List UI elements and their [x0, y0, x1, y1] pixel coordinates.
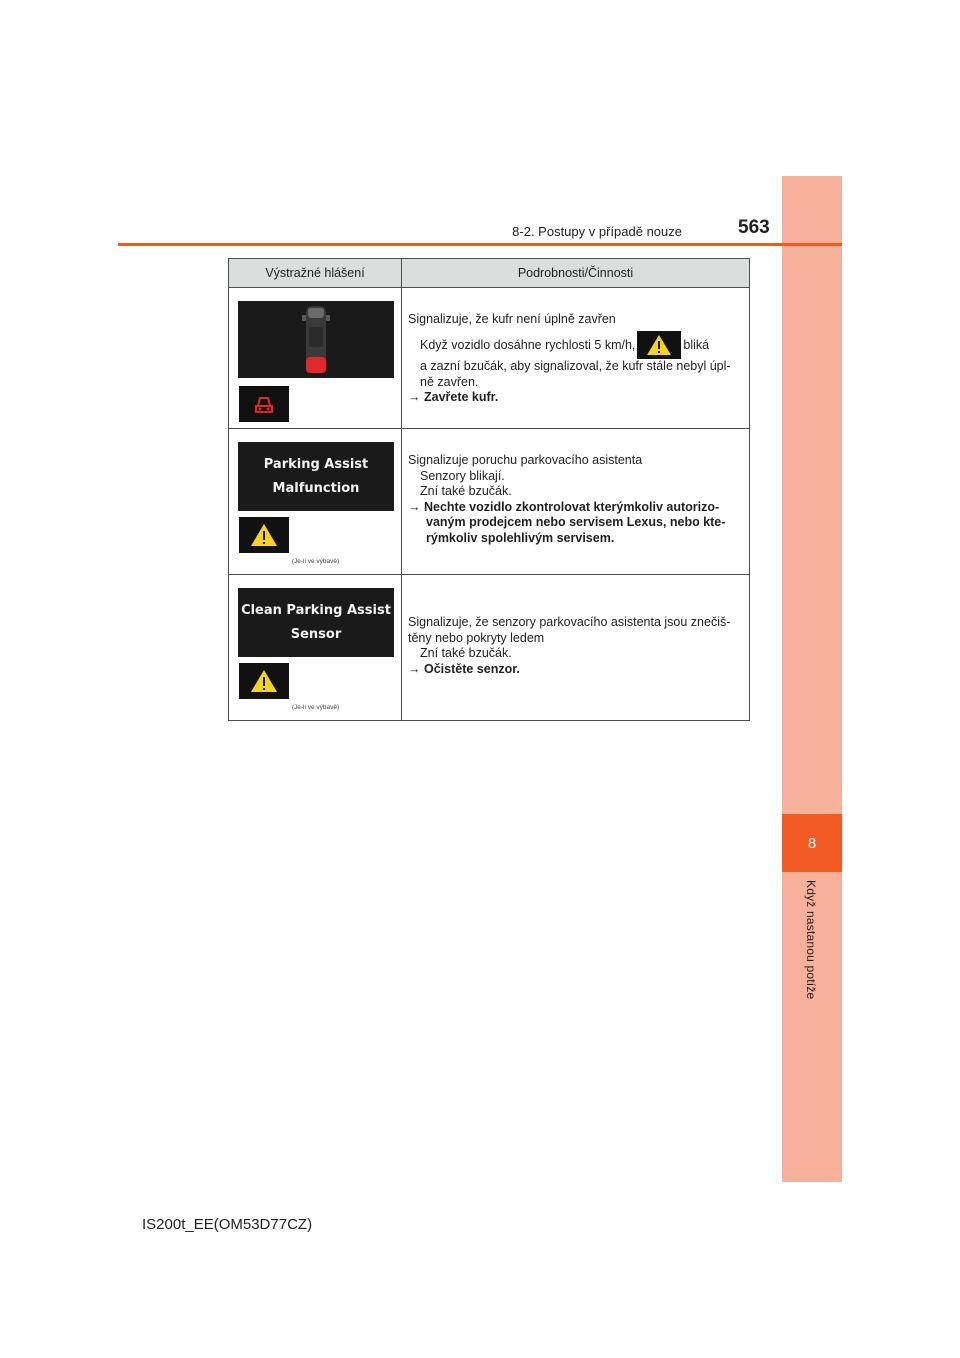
trunk-display — [238, 301, 394, 378]
table-row — [229, 288, 750, 429]
display-text-line1: Parking Assist — [263, 457, 369, 472]
row1-line1: Signalizuje, že kufr není úplně zavřen — [408, 312, 616, 326]
arrow-icon: → — [408, 499, 421, 514]
option-note: (Je-li ve výbavě) — [291, 704, 340, 711]
row2-line2: Senzory blikají. — [420, 468, 505, 483]
parking-assist-malfunction-display — [238, 442, 394, 511]
col-header-message: Výstražné hlášení — [229, 259, 402, 288]
warning-table — [228, 258, 750, 721]
details-cell — [402, 288, 750, 429]
arrow-icon: → — [408, 661, 421, 676]
details-cell — [402, 429, 750, 575]
row3-line3: Zní také bzučák. — [420, 646, 512, 660]
section-title: 8-2. Postupy v případě nouze — [512, 224, 682, 239]
page-number: 563 — [738, 217, 770, 238]
row1-action — [408, 390, 745, 406]
table-row — [229, 429, 750, 575]
row1-line4: ně zavřen. — [420, 374, 479, 389]
table-header-row — [229, 259, 750, 288]
row3-line1: Signalizuje, že senzory parkovacího asistenta jsou znečiš- — [408, 615, 731, 629]
display-text-line1: Clean Parking Assist — [241, 603, 391, 618]
display-text-line2: Sensor — [290, 627, 342, 642]
row2-action3: rýmkoliv spolehlivým servisem. — [426, 530, 615, 545]
doc-code: IS200t_EE(OM53D77CZ) — [142, 1216, 313, 1233]
message-cell — [229, 429, 402, 575]
display-text-line2: Malfunction — [272, 481, 360, 496]
row1-line2 — [408, 331, 745, 360]
arrow-icon: → — [408, 390, 421, 405]
row1-line3: a zazní bzučák, aby signalizoval, že kufr stále nebyl úpl- — [420, 359, 731, 374]
row1-line2-post: bliká — [683, 337, 710, 352]
row1-action-text: Zavřete kufr. — [423, 390, 499, 405]
message-cell — [229, 288, 402, 429]
row3-line2: těny nebo pokryty ledem — [408, 630, 545, 645]
option-note: (Je-li ve výbavě) — [291, 558, 340, 565]
row2-line3: Zní také bzučák. — [420, 484, 512, 498]
trunk-open-icon — [239, 386, 289, 422]
car-top-view-icon — [238, 301, 394, 378]
warning-triangle-icon — [239, 517, 289, 553]
row3-action-text: Očistěte senzor. — [423, 661, 520, 676]
message-cell — [229, 575, 402, 721]
warning-triangle-icon — [637, 331, 681, 359]
chapter-label-wrap — [782, 880, 842, 1040]
row1-line2-pre: Když vozidlo dosáhne rychlosti 5 km/h, — [420, 337, 636, 352]
clean-parking-assist-sensor-display — [238, 588, 394, 657]
row2-action1-text: Nechte vozidlo zkontrolovat kterýmkoliv autorizo- — [423, 499, 720, 514]
row2-line1: Signalizuje poruchu parkovacího asistenta — [408, 453, 643, 467]
row2-action2: vaným prodejcem nebo servisem Lexus, nebo kte- — [426, 515, 726, 529]
header-rule — [118, 243, 842, 246]
chapter-number: 8 — [782, 814, 842, 872]
details-cell — [402, 575, 750, 721]
warning-triangle-icon — [239, 663, 289, 699]
table-row — [229, 575, 750, 721]
chapter-label: Když nastanou potíže — [804, 880, 818, 1000]
row3-action — [408, 662, 745, 678]
row2-action1 — [408, 500, 745, 516]
col-header-details: Podrobnosti/Činnosti — [402, 259, 750, 288]
